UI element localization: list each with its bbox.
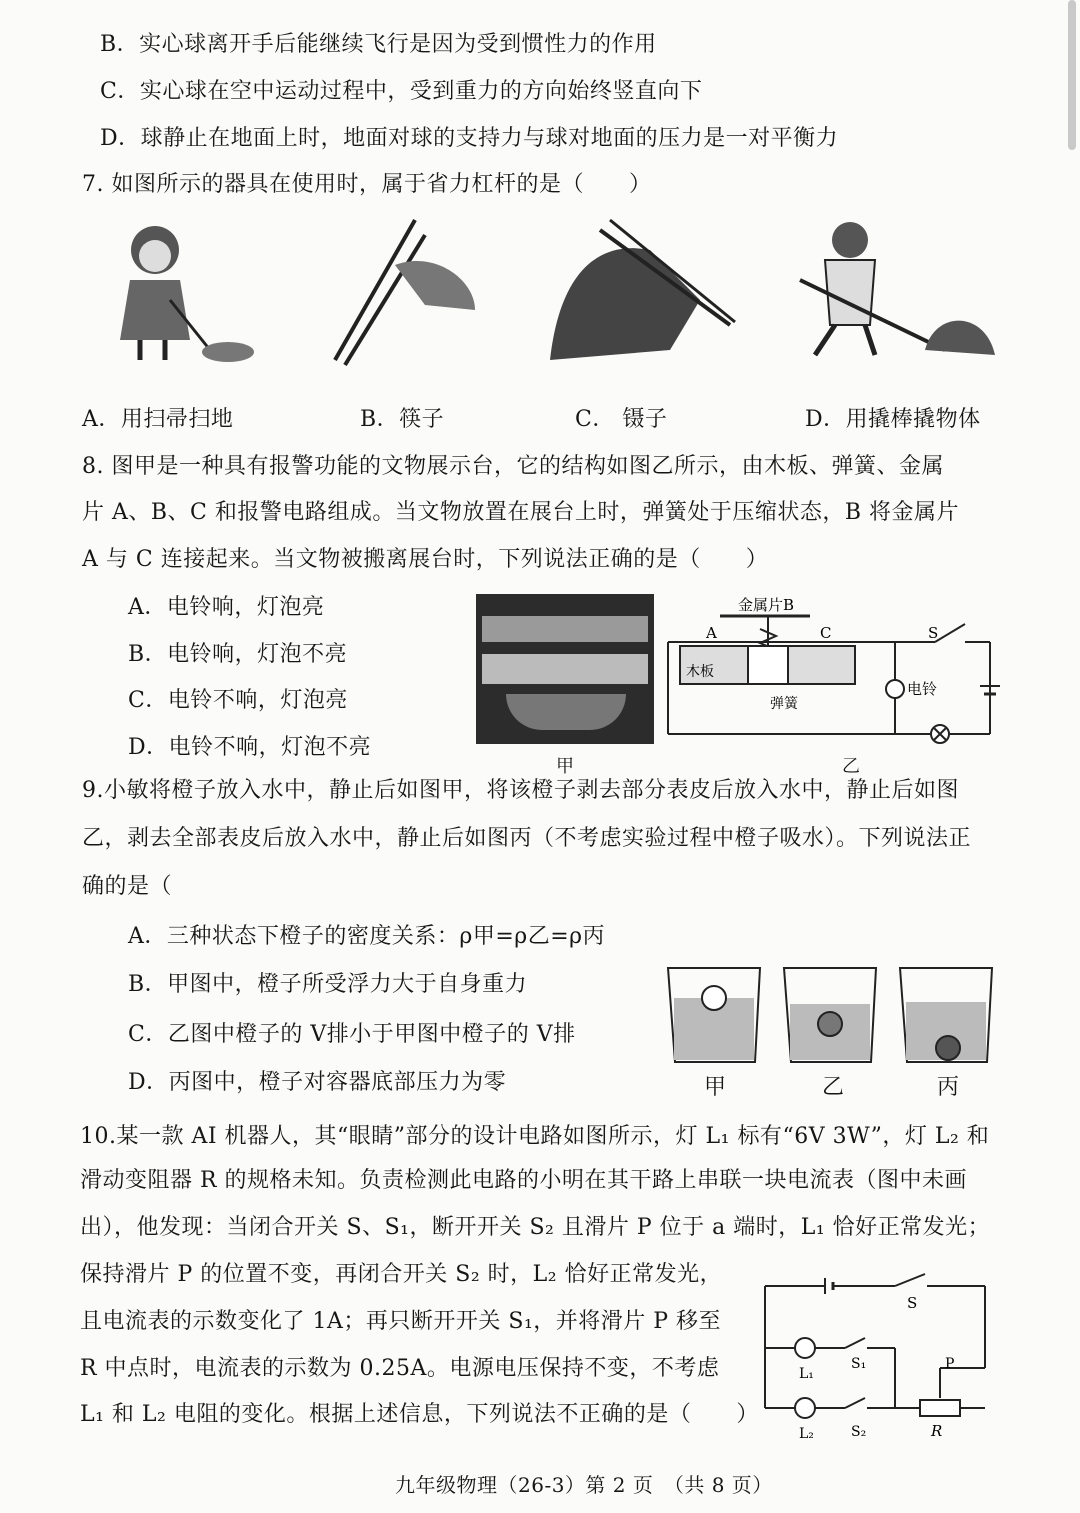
- beaker-jia: [668, 968, 760, 1062]
- q8-stem-line2: 片 A、B、C 和报警电路组成。当文物放置在展台上时，弹簧处于压缩状态，B 将金属片: [82, 500, 960, 525]
- q8-option-b: B．电铃响，灯泡不亮: [128, 642, 348, 667]
- label-l1: L₁: [799, 1366, 814, 1382]
- q6-option-c: C．实心球在空中运动过程中，受到重力的方向始终竖直向下: [100, 79, 703, 104]
- label-s: S: [907, 1294, 918, 1312]
- label-spring: 弹簧: [770, 696, 798, 712]
- q9-stem-line2: 乙，剥去全部表皮后放入水中，静止后如图丙（不考虑实验过程中橙子吸水）。下列说法正: [82, 826, 972, 851]
- display-stand-photo: [476, 594, 654, 744]
- girl-sweeping-illustration: [110, 210, 270, 370]
- orange-beakers-figure: [660, 960, 1000, 1070]
- q10-stem-line6: R 中点时，电流表的示数为 0.25A。电源电压保持不变，不考虑: [80, 1356, 720, 1381]
- q9-option-d: D．丙图中，橙子对容器底部压力为零: [128, 1070, 507, 1095]
- q8-option-d: D．电铃不响，灯泡不亮: [128, 735, 372, 760]
- alarm-circuit-diagram: [660, 594, 1010, 754]
- chopsticks-illustration: [325, 210, 485, 370]
- q9-stem-line3: 确的是（: [82, 874, 173, 899]
- crowbar-worker-illustration: [795, 210, 1005, 370]
- q8-stem-line3: A 与 C 连接起来。当文物被搬离展台时，下列说法正确的是（ ）: [82, 547, 769, 572]
- q10-stem-line7: L₁ 和 L₂ 电阻的变化。根据上述信息，下列说法不正确的是（ ）: [80, 1402, 759, 1427]
- label-c: C: [820, 624, 832, 642]
- label-l2: L₂: [799, 1426, 814, 1442]
- q8-option-a: A．电铃响，灯泡亮: [128, 595, 325, 620]
- label-metal-plate-b: 金属片B: [738, 596, 795, 614]
- ai-robot-eye-circuit-diagram: [755, 1268, 995, 1448]
- q7-stem: 7. 如图所示的器具在使用时，属于省力杠杆的是（ ）: [82, 172, 652, 197]
- q10-stem-line3: 出），他发现：当闭合开关 S、S₁，断开开关 S₂ 且滑片 P 位于 a 端时，L₁ 恰好正常发光；: [80, 1215, 991, 1240]
- tweezers-hand-illustration: [540, 210, 740, 370]
- label-a: A: [706, 624, 717, 642]
- q7-option-d: D．用撬棒撬物体: [805, 407, 981, 432]
- beaker-bing: [900, 968, 992, 1062]
- label-s1: S₁: [851, 1356, 867, 1372]
- beaker-yi: [784, 968, 876, 1062]
- q7-option-b: B．筷子: [360, 407, 445, 432]
- label-p: P: [945, 1356, 955, 1372]
- q6-option-d: D．球静止在地面上时，地面对球的支持力与球对地面的压力是一对平衡力: [100, 126, 839, 151]
- q9-stem-line1: 9.小敏将橙子放入水中，静止后如图甲，将该橙子剥去部分表皮后放入水中，静止后如图: [82, 778, 959, 803]
- q9-option-c: C．乙图中橙子的 V排小于甲图中橙子的 V排: [128, 1022, 576, 1047]
- label-bell: 电铃: [907, 680, 938, 698]
- cup-yi-label: 乙: [822, 1075, 845, 1100]
- q8-option-c: C．电铃不响，灯泡亮: [128, 688, 348, 713]
- q10-stem-line2: 滑动变阻器 R 的规格未知。负责检测此电路的小明在其干路上串联一块电流表（图中未画: [80, 1168, 968, 1193]
- label-board: 木板: [686, 664, 714, 680]
- cup-bing-label: 丙: [937, 1075, 960, 1100]
- label-r: R: [931, 1422, 943, 1440]
- q8-stem-line1: 8. 图甲是一种具有报警功能的文物展示台，它的结构如图乙所示，由木板、弹簧、金属: [82, 454, 944, 479]
- q10-stem-line1: 10.某一款 AI 机器人，其“眼睛”部分的设计电路如图所示，灯 L₁ 标有“6V 3W”，灯 L₂ 和: [80, 1124, 990, 1149]
- scrollbar[interactable]: [1068, 0, 1076, 150]
- q10-stem-line4: 保持滑片 P 的位置不变，再闭合开关 S₂ 时，L₂ 恰好正常发光，: [80, 1262, 723, 1287]
- q9-option-a: A．三种状态下橙子的密度关系：ρ甲=ρ乙=ρ丙: [128, 924, 606, 949]
- q7-option-a: A．用扫帚扫地: [82, 407, 234, 432]
- figure-yi-label: 乙: [842, 756, 860, 777]
- label-s2: S₂: [851, 1424, 867, 1440]
- cup-jia-label: 甲: [704, 1075, 727, 1100]
- page-footer: 九年级物理（26-3）第 2 页 （共 8 页）: [395, 1473, 773, 1497]
- figure-jia-label: 甲: [556, 756, 574, 777]
- q9-option-b: B．甲图中，橙子所受浮力大于自身重力: [128, 972, 528, 997]
- q6-option-b: B．实心球离开手后能继续飞行是因为受到惯性力的作用: [100, 32, 657, 57]
- q7-option-c: C． 镊子: [575, 407, 668, 432]
- label-s: S: [928, 624, 939, 642]
- q10-stem-line5: 且电流表的示数变化了 1A；再只断开开关 S₁，并将滑片 P 移至: [80, 1309, 722, 1334]
